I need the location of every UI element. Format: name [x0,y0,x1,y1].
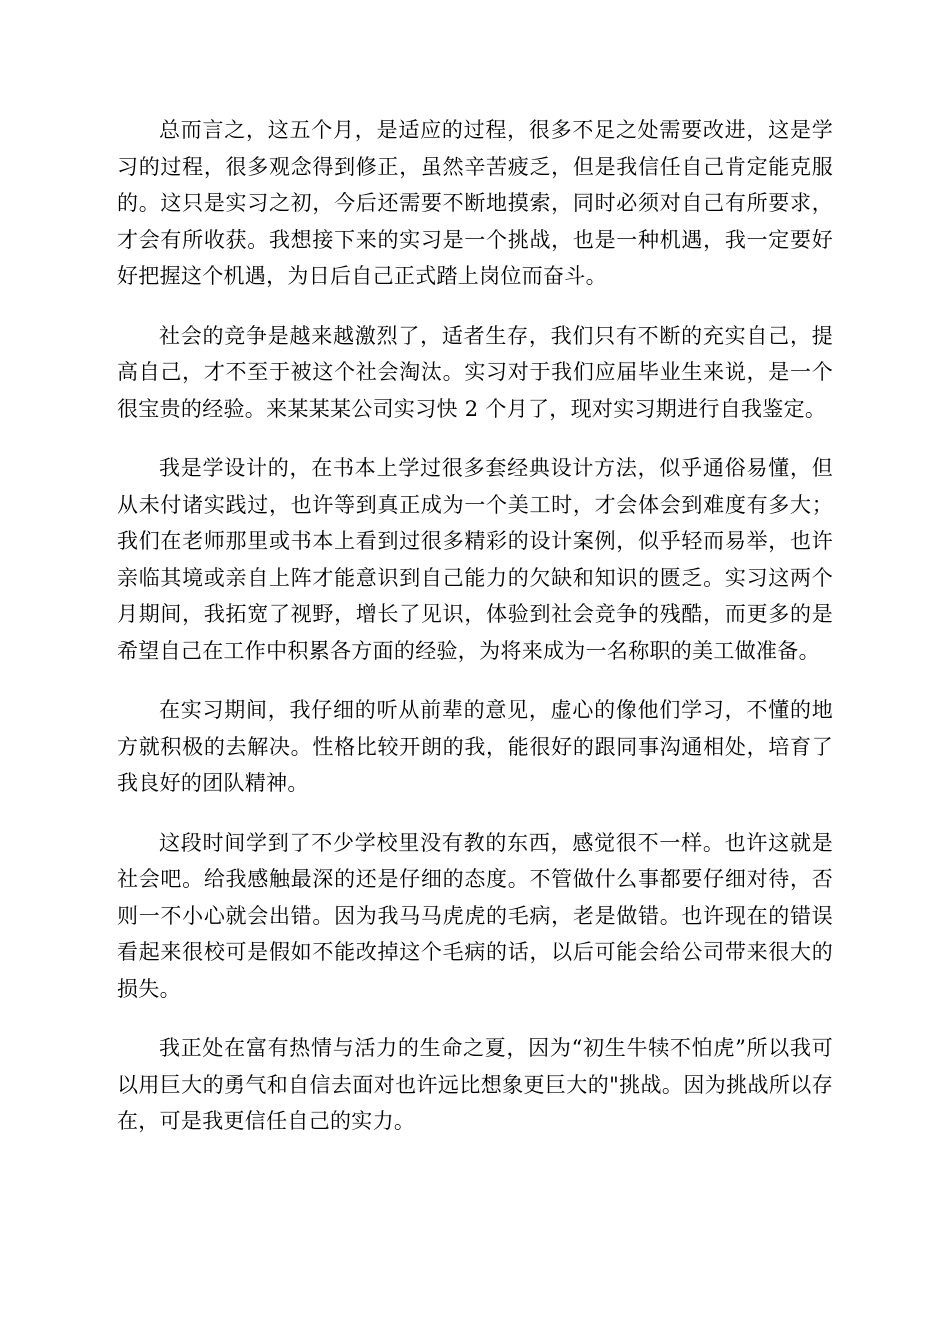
paragraph-6: 我正处在富有热情与活力的生命之夏，因为“初生牛犊不怕虎”所以我可以用巨大的勇气和自信去面对也许远比想象更巨大的"挑战。因为挑战所以存在，可是我更信任自己的实力。 [117,1036,833,1133]
paragraph-1: 总而言之，这五个月，是适应的过程，很多不足之处需要改进，这是学习的过程，很多观念得到修正，虽然辛苦疲乏，但是我信任自己肯定能克服的。这只是实习之初，今后还需要不断地摸索，同时必须对自己有所要求，才会有所收获。我想接下来的实习是一个挑战，也是一种机遇，我一定要好好把握这个机遇，为日后自己正式踏上岗位而奋斗。 [117,118,833,288]
paragraph-4: 在实习期间，我仔细的听从前辈的意见，虚心的像他们学习，不懂的地方就积极的去解决。性格比较开朗的我，能很好的跟同事沟通相处，培育了我良好的团队精神。 [117,698,833,795]
paragraph-3: 我是学设计的，在书本上学过很多套经典设计方法，似乎通俗易懂，但从未付诸实践过，也许等到真正成为一个美工时，才会体会到难度有多大；我们在老师那里或书本上看到过很多精彩的设计案例，似乎轻而易举，也许亲临其境或亲自上阵才能意识到自己能力的欠缺和知识的匮乏。实习这两个月期间，我拓宽了视野，增长了见识，体验到社会竞争的残酷，而更多的是希望自己在工作中积累各方面的经验，为将来成为一名称职的美工做准备。 [117,456,833,663]
paragraph-5: 这段时间学到了不少学校里没有教的东西，感觉很不一样。也许这就是社会吧。给我感触最深的还是仔细的态度。不管做什么事都要仔细对待，否则一不小心就会出错。因为我马马虎虎的毛病，老是做错。也许现在的错误看起来很校可是假如不能改掉这个毛病的话，以后可能会给公司带来很大的损失。 [117,830,833,1001]
paragraph-2: 社会的竞争是越来越激烈了，适者生存，我们只有不断的充实自己，提高自己，才不至于被这个社会淘汰。实习对于我们应届毕业生来说，是一个很宝贵的经验。来某某某公司实习快 2 个月了，现对实习期进行自我鉴定。 [117,323,833,421]
document-page [117,112,833,1163]
